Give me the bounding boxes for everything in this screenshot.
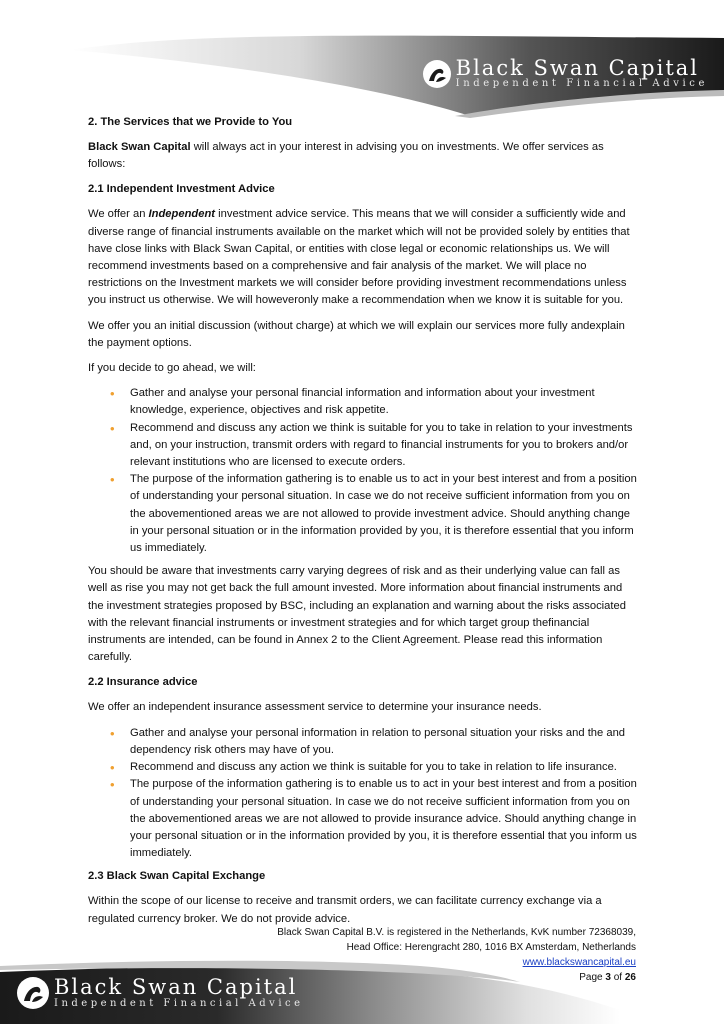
- section-2-2-bullet-list: [88, 725, 640, 863]
- section-2-1-paragraph-2: We offer you an initial discussion (without charge) at which we will explain our services more fully andexplain the payment options.: [88, 319, 625, 349]
- list-item: • Gather and analyse your personal financial information and information about your investment knowledge, experience, objectives and risk appetite.: [88, 385, 640, 419]
- footer-brand-name: Black Swan Capital: [54, 974, 298, 999]
- section-2-3-paragraph-1: Within the scope of our license to receive and transmit orders, we can facilitate currency exchange via a regulated currency broker. We do not provide advice.: [88, 895, 602, 925]
- footer-address: Head Office: Herengracht 280, 1016 BX Amsterdam, Netherlands: [346, 942, 636, 953]
- list-item: • Gather and analyse your personal information in relation to personal situation your risks and the and dependency risk others may have of you.: [88, 725, 640, 759]
- swan-logo-icon: [422, 59, 452, 89]
- page-label: Page: [579, 972, 606, 983]
- list-item: • Recommend and discuss any action we think is suitable for you to take in relation to your investments and, on your instruction, transmit orders with regard to financial instruments for you to brokers and/or relevant institutions who are licensed to execute orders.: [88, 420, 640, 472]
- paragraph-text: investment advice service. This means that we will consider a sufficiently wide and diverse range of financial instruments available on the market which will not be provided solely by entities that have close links with Black Swan Capital, or entities with close legal or economic relationships us. We will recommend investments based on a comprehensive and fair analysis of the market. We will place no restrictions on the Investment markets we will consider before providing investment recommendations unless you instruct us otherwise. We will howeveronly make a recommendation when we know it is suitable for you.: [88, 208, 630, 307]
- intro-bold-company: Black Swan Capital: [88, 141, 191, 153]
- list-item: • Recommend and discuss any action we think is suitable for you to take in relation to life insurance.: [88, 759, 640, 776]
- section-2-2-heading: 2.2 Insurance advice: [88, 676, 198, 689]
- list-item: • The purpose of the information gathering is to enable us to act in your best interest and from a position of understanding your personal situation. In case we do not receive sufficient information from you on the abovementioned areas we are not allowed to provide investment advice. Should anything change in your personal situation or in the information provided by you, it is therefore essential that you inform us immediately.: [88, 471, 640, 557]
- header-brand-name: Black Swan Capital: [455, 56, 699, 80]
- paragraph-text: We offer an: [88, 208, 149, 221]
- page-total: 26: [624, 972, 636, 983]
- section-2-intro: [88, 139, 640, 173]
- document-body: [88, 114, 640, 936]
- section-2-1-paragraph-4: You should be aware that investments carry varying degrees of risk and as their underlying value can fall as well as rise you may not get back the full amount invested. More information about financial instruments and the investment strategies proposed by BSC, including an explanation and warning about the risks associated with the relevant financial instruments or investment strategies and for which target group thefinancial instruments are intended, can be found in Annex 2 to the Client Agreement. Please read this information carefully.: [88, 565, 626, 664]
- section-2-3-heading: 2.3 Black Swan Capital Exchange: [88, 870, 266, 883]
- independent-emphasis: Independent: [148, 208, 216, 221]
- header-logo: [422, 58, 708, 89]
- section-2-1-paragraph-1: [88, 206, 640, 309]
- list-item: • The purpose of the information gathering is to enable us to act in your best interest and from a position of understanding your personal situation. In case we do not receive sufficient information from you on the abovementioned areas we are not allowed to provide insurance advice. Should anything change in your personal situation or in the information provided by you, it is therefore essential that you inform us immediately.: [88, 776, 640, 862]
- footer-registration: Black Swan Capital B.V. is registered in the Netherlands, KvK number 72368039,: [277, 927, 636, 938]
- footer-tagline: Independent Financial Advice: [54, 997, 304, 1009]
- section-2-heading: 2. The Services that we Provide to You: [88, 116, 293, 128]
- footer-logo: [16, 976, 304, 1010]
- header-tagline: Independent Financial Advice: [455, 78, 708, 89]
- section-2-2-paragraph-1: We offer an independent insurance assessment service to determine your insurance needs.: [88, 701, 542, 714]
- page-current: 3: [605, 972, 611, 983]
- section-2-1-paragraph-3: If you decide to go ahead, we will:: [88, 362, 256, 375]
- section-2-1-heading: 2.1 Independent Investment Advice: [88, 183, 275, 196]
- intro-text: will always act in your interest in advising you on investments. We offer services as follows:: [88, 141, 604, 171]
- section-2-1-bullet-list: [88, 385, 640, 557]
- page-of: of: [610, 972, 625, 983]
- swan-logo-icon: [16, 976, 50, 1010]
- footer-website-link[interactable]: www.blackswancapital.eu: [522, 957, 636, 968]
